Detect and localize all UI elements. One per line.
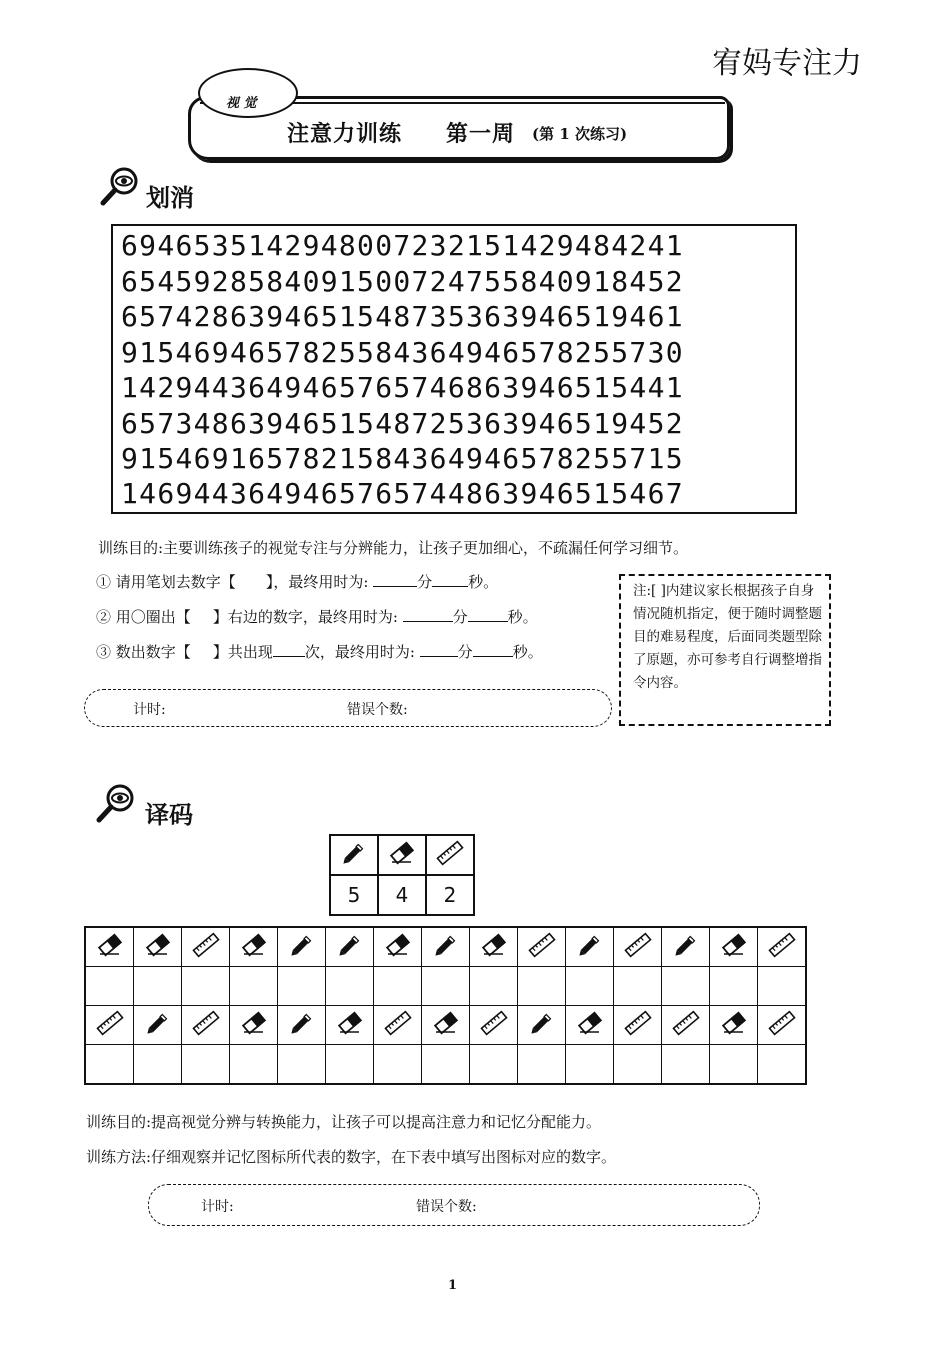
answer-cell[interactable]: [326, 1045, 374, 1085]
training-method: 训练方法:仔细观察并记忆图标所代表的数字，在下表中填写出图标对应的数字。: [86, 1148, 617, 1166]
minutes-label: 分: [452, 608, 468, 626]
answer-cell[interactable]: [470, 967, 518, 1006]
legend-value: 4: [378, 875, 426, 915]
errors-label: 错误个数:: [416, 1199, 477, 1215]
icon-cell: [662, 1006, 710, 1045]
digit-row: 9154694657825584364946578255730: [121, 336, 684, 369]
pencil-icon: [529, 1021, 555, 1040]
icon-cell: [566, 927, 614, 967]
answer-cell[interactable]: [230, 967, 278, 1006]
icon-cell: [614, 927, 662, 967]
icon-cell: [422, 927, 470, 967]
answer-cell[interactable]: [758, 1045, 807, 1085]
ruler-icon: [624, 1021, 652, 1040]
eraser-icon: [433, 1021, 459, 1040]
answer-cell[interactable]: [230, 1045, 278, 1085]
digit-row: 1429443649465765746863946515441: [121, 371, 684, 404]
minutes-label: 分: [417, 573, 433, 591]
training-purpose: 训练目的:主要训练孩子的视觉专注与分辨能力，让孩子更加细心，不疏漏任何学习细节。: [98, 539, 689, 557]
icon-cell: [374, 927, 422, 967]
icon-cell: [326, 927, 374, 967]
legend-value: 2: [426, 875, 474, 915]
pencil-icon: [289, 943, 315, 962]
ruler-icon: [528, 943, 556, 962]
item-text: 请用笔划去数字【: [115, 573, 236, 591]
legend-icon-cell: [330, 835, 378, 875]
icon-cell: [182, 927, 230, 967]
answer-cell[interactable]: [326, 967, 374, 1006]
answer-cell[interactable]: [182, 1045, 230, 1085]
icon-cell: [518, 927, 566, 967]
icon-cell: [374, 1006, 422, 1045]
answer-cell[interactable]: [662, 967, 710, 1006]
minutes-blank[interactable]: [373, 572, 417, 587]
eraser-icon: [721, 943, 747, 962]
ruler-icon: [96, 1021, 124, 1040]
legend-table: [329, 834, 475, 916]
answer-cell[interactable]: [518, 1045, 566, 1085]
icon-cell: [710, 927, 758, 967]
seconds-label: 秒。: [468, 573, 499, 591]
ruler-icon: [192, 1021, 220, 1040]
ruler-icon: [624, 943, 652, 962]
magnifier-eye-icon: [100, 166, 142, 206]
answer-cell[interactable]: [662, 1045, 710, 1085]
answer-cell[interactable]: [614, 1045, 662, 1085]
eraser-icon: [389, 847, 415, 871]
week-label: 第一周: [446, 121, 516, 147]
item-text: 】共出现: [212, 643, 273, 661]
answer-row: [85, 967, 806, 1006]
seconds-label: 秒。: [512, 643, 543, 661]
answer-cell[interactable]: [470, 1045, 518, 1085]
icon-cell: [134, 927, 182, 967]
answer-cell[interactable]: [566, 967, 614, 1006]
instruction-item-2: [96, 606, 538, 627]
minutes-blank[interactable]: [420, 642, 458, 657]
answer-cell[interactable]: [614, 967, 662, 1006]
icon-cell: [85, 1006, 134, 1045]
pencil-icon: [289, 1021, 315, 1040]
eraser-icon: [337, 1021, 363, 1040]
pencil-icon: [433, 943, 459, 962]
answer-cell[interactable]: [134, 967, 182, 1006]
count-blank[interactable]: [273, 642, 305, 657]
answer-cell[interactable]: [758, 967, 807, 1006]
category-tag: 视 觉: [226, 96, 257, 111]
item-text: 次，最终用时为:: [304, 643, 415, 661]
timer-label: 计时:: [133, 702, 166, 718]
section-title-decode: 译码: [145, 800, 193, 829]
icon-cell: [230, 1006, 278, 1045]
answer-cell[interactable]: [278, 1045, 326, 1085]
training-purpose: 训练目的:提高视觉分辨与转换能力，让孩子可以提高注意力和记忆分配能力。: [86, 1113, 602, 1131]
note-box: 注:[ ]内建议家长根据孩子自身情况随机指定，便于随时调整题目的难易程度，后面同类题型除了原题，亦可参考自行调整增指令内容。: [619, 574, 831, 726]
digit-row: 9154691657821584364946578255715: [121, 442, 684, 475]
ruler-icon: [672, 1021, 700, 1040]
decode-table: [84, 926, 807, 1085]
item-text: 】右边的数字，最终用时为:: [212, 608, 398, 626]
brand-text: 宥妈专注力: [712, 46, 862, 81]
digit-row: 1469443649465765744863946515467: [121, 477, 684, 510]
icon-row: [85, 1006, 806, 1045]
icon-cell: [758, 1006, 807, 1045]
eraser-icon: [385, 943, 411, 962]
instruction-item-1: [96, 571, 498, 592]
item-number: ①: [96, 573, 112, 591]
pencil-icon: [673, 943, 699, 962]
errors-label: 错误个数:: [347, 702, 408, 718]
page-number: 1: [448, 1278, 458, 1293]
icon-cell: [230, 927, 278, 967]
icon-row: [85, 927, 806, 967]
timer-label: 计时:: [201, 1199, 234, 1215]
item-number: ②: [96, 608, 112, 626]
icon-cell: [326, 1006, 374, 1045]
eraser-icon: [241, 1021, 267, 1040]
icon-cell: [662, 927, 710, 967]
digit-grid: [111, 224, 797, 514]
answer-cell[interactable]: [518, 967, 566, 1006]
page-title: 注意力训练: [287, 121, 403, 147]
answer-cell[interactable]: [278, 967, 326, 1006]
seconds-blank[interactable]: [432, 572, 468, 587]
answer-cell[interactable]: [566, 1045, 614, 1085]
icon-cell: [85, 927, 134, 967]
answer-row: [85, 1045, 806, 1085]
pencil-icon: [341, 847, 367, 871]
ruler-icon: [480, 1021, 508, 1040]
eraser-icon: [721, 1021, 747, 1040]
digit-row: 6545928584091500724755840918452: [121, 265, 684, 298]
instruction-item-3: [96, 641, 543, 662]
answer-cell[interactable]: [710, 1045, 758, 1085]
icon-cell: [278, 1006, 326, 1045]
section-title-cancel: 划消: [146, 183, 194, 212]
pencil-icon: [145, 1021, 171, 1040]
magnifier-eye-icon: [96, 783, 138, 823]
answer-cell[interactable]: [134, 1045, 182, 1085]
icon-cell: [470, 927, 518, 967]
eraser-icon: [577, 1021, 603, 1040]
seconds-blank[interactable]: [468, 607, 508, 622]
icon-cell: [566, 1006, 614, 1045]
answer-cell[interactable]: [374, 1045, 422, 1085]
answer-cell[interactable]: [85, 967, 134, 1006]
minutes-blank[interactable]: [403, 607, 453, 622]
eraser-icon: [481, 943, 507, 962]
icon-cell: [710, 1006, 758, 1045]
answer-cell[interactable]: [710, 967, 758, 1006]
answer-cell[interactable]: [182, 967, 230, 1006]
ruler-icon: [436, 847, 464, 871]
ruler-icon: [768, 943, 796, 962]
digit-row: 694653514294800723215142948424​1: [121, 229, 684, 262]
eraser-icon: [145, 943, 171, 962]
seconds-blank[interactable]: [473, 642, 513, 657]
icon-cell: [614, 1006, 662, 1045]
ruler-icon: [384, 1021, 412, 1040]
legend-icon-cell: [426, 835, 474, 875]
icon-cell: [470, 1006, 518, 1045]
legend-icon-cell: [378, 835, 426, 875]
ruler-icon: [768, 1021, 796, 1040]
item-text: 】，最终用时为:: [265, 573, 369, 591]
legend-value: 5: [330, 875, 378, 915]
answer-cell[interactable]: [374, 967, 422, 1006]
seconds-label: 秒。: [507, 608, 538, 626]
icon-cell: [134, 1006, 182, 1045]
eraser-icon: [241, 943, 267, 962]
icon-cell: [758, 927, 807, 967]
icon-cell: [278, 927, 326, 967]
minutes-label: 分: [457, 643, 473, 661]
pencil-icon: [337, 943, 363, 962]
session-label: (第 1 次练习): [532, 125, 628, 143]
answer-cell[interactable]: [85, 1045, 134, 1085]
item-number: ③: [96, 643, 112, 661]
ruler-icon: [192, 943, 220, 962]
answer-cell[interactable]: [422, 1045, 470, 1085]
icon-cell: [182, 1006, 230, 1045]
icon-cell: [518, 1006, 566, 1045]
digit-row: 6574286394651548735363946519461: [121, 300, 684, 333]
digit-row: 6573486394651548725363946519452: [121, 407, 684, 440]
pencil-icon: [577, 943, 603, 962]
icon-cell: [422, 1006, 470, 1045]
item-text: 用〇圈出【: [115, 608, 191, 626]
item-text: 数出数字【: [115, 643, 191, 661]
eraser-icon: [97, 943, 123, 962]
answer-cell[interactable]: [422, 967, 470, 1006]
